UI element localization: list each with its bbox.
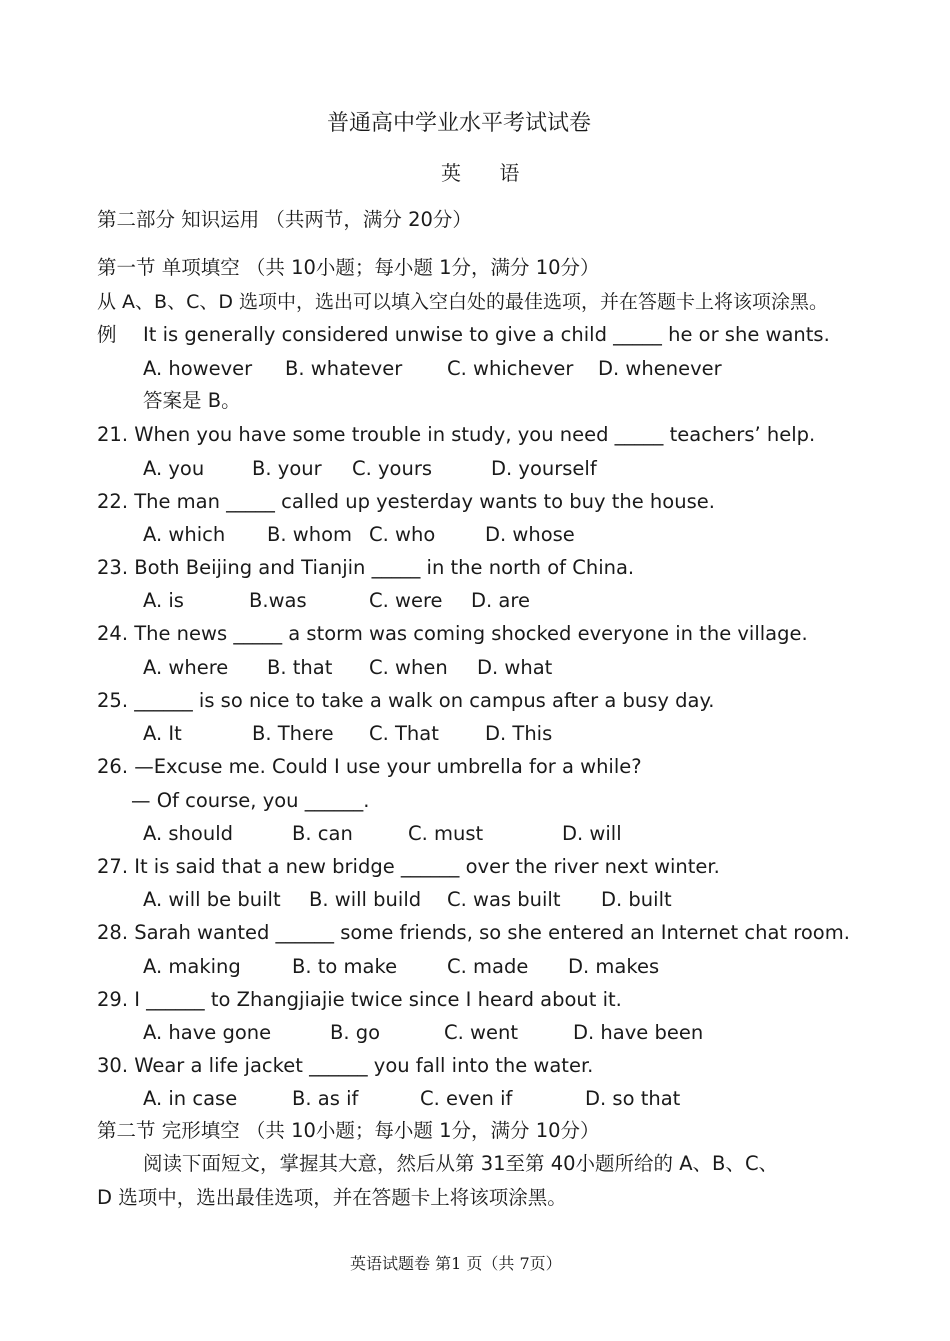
question-26-option-d: D. will xyxy=(562,822,622,845)
example-option-c: C. whichever xyxy=(447,357,574,380)
question-29-stem: 29. I ______ to Zhangjiajie twice since I heard about it. xyxy=(97,988,622,1011)
question-25-option-a: A. It xyxy=(143,722,182,745)
section-two-instruction-line2: D 选项中，选出最佳选项，并在答题卡上将该项涂黑。 xyxy=(97,1186,567,1209)
question-30-option-d: D. so that xyxy=(585,1087,681,1110)
example-stem: It is generally considered unwise to give a child _____ he or she wants. xyxy=(143,323,830,346)
question-27-option-c: C. was built xyxy=(447,888,561,911)
question-24-option-c: C. when xyxy=(369,656,448,679)
question-27-option-a: A. will be built xyxy=(143,888,281,911)
question-23-option-c: C. were xyxy=(369,589,443,612)
question-28-option-a: A. making xyxy=(143,955,241,978)
question-25-option-b: B. There xyxy=(252,722,334,745)
question-26-option-a: A. should xyxy=(143,822,233,845)
question-27-option-b: B. will build xyxy=(309,888,422,911)
question-21-stem: 21. When you have some trouble in study, you need _____ teachers’ help. xyxy=(97,423,816,446)
question-21-option-c: C. yours xyxy=(352,457,433,480)
question-27-stem: 27. It is said that a new bridge ______ over the river next winter. xyxy=(97,855,720,878)
question-23-option-d: D. are xyxy=(471,589,530,612)
section-two-heading: 第二节 完形填空 （共 10小题；每小题 1分，满分 10分） xyxy=(97,1119,600,1142)
question-29-option-c: C. went xyxy=(444,1021,518,1044)
question-28-stem: 28. Sarah wanted ______ some friends, so she entered an Internet chat room. xyxy=(97,921,850,944)
page-footer: 英语试题卷 第1 页（共 7页） xyxy=(350,1254,562,1273)
question-30-stem: 30. Wear a life jacket ______ you fall into the water. xyxy=(97,1054,594,1077)
question-23-option-b: B.was xyxy=(249,589,307,612)
question-26-option-b: B. can xyxy=(292,822,353,845)
question-28-option-c: C. made xyxy=(447,955,529,978)
part-two-heading: 第二部分 知识运用 （共两节，满分 20分） xyxy=(97,208,472,231)
example-option-b: B. whatever xyxy=(285,357,403,380)
section-two-instruction-line1: 阅读下面短文，掌握其大意，然后从第 31至第 40小题所给的 A、B、C、 xyxy=(143,1152,779,1175)
question-30-option-b: B. as if xyxy=(292,1087,359,1110)
question-29-option-d: D. have been xyxy=(573,1021,704,1044)
question-23-stem: 23. Both Beijing and Tianjin _____ in the north of China. xyxy=(97,556,635,579)
question-28-option-b: B. to make xyxy=(292,955,398,978)
subject-title: 英 语 xyxy=(441,161,536,185)
question-26-stem-reply: — Of course, you ______. xyxy=(131,789,370,812)
section-one-heading: 第一节 单项填空 （共 10小题；每小题 1分，满分 10分） xyxy=(97,256,600,279)
question-25-stem: 25. ______ is so nice to take a walk on campus after a busy day. xyxy=(97,689,715,712)
example-label: 例 xyxy=(97,323,117,346)
question-21-option-b: B. your xyxy=(252,457,322,480)
question-25-option-d: D. This xyxy=(485,722,553,745)
question-29-option-a: A. have gone xyxy=(143,1021,272,1044)
section-one-instruction: 从 A、B、C、D 选项中，选出可以填入空白处的最佳选项，并在答题卡上将该项涂黑。 xyxy=(97,291,829,313)
question-25-option-c: C. That xyxy=(369,722,439,745)
question-22-stem: 22. The man _____ called up yesterday wants to buy the house. xyxy=(97,490,715,513)
question-22-option-d: D. whose xyxy=(485,523,575,546)
page-title: 普通高中学业水平考试试卷 xyxy=(327,111,592,136)
question-29-option-b: B. go xyxy=(330,1021,381,1044)
question-24-option-b: B. that xyxy=(267,656,333,679)
example-answer: 答案是 B。 xyxy=(143,389,241,412)
question-24-option-a: A. where xyxy=(143,656,229,679)
question-22-option-a: A. which xyxy=(143,523,226,546)
question-27-option-d: D. built xyxy=(601,888,672,911)
question-22-option-b: B. whom xyxy=(267,523,353,546)
question-26-option-c: C. must xyxy=(408,822,484,845)
example-option-d: D. whenever xyxy=(598,357,722,380)
question-22-option-c: C. who xyxy=(369,523,436,546)
question-24-stem: 24. The news _____ a storm was coming shocked everyone in the village. xyxy=(97,622,808,645)
question-21-option-d: D. yourself xyxy=(491,457,597,480)
question-26-stem: 26. —Excuse me. Could I use your umbrella for a while? xyxy=(97,755,642,778)
question-30-option-c: C. even if xyxy=(420,1087,513,1110)
question-24-option-d: D. what xyxy=(477,656,553,679)
question-23-option-a: A. is xyxy=(143,589,184,612)
example-option-a: A. however xyxy=(143,357,253,380)
question-30-option-a: A. in case xyxy=(143,1087,238,1110)
question-28-option-d: D. makes xyxy=(568,955,660,978)
question-21-option-a: A. you xyxy=(143,457,205,480)
